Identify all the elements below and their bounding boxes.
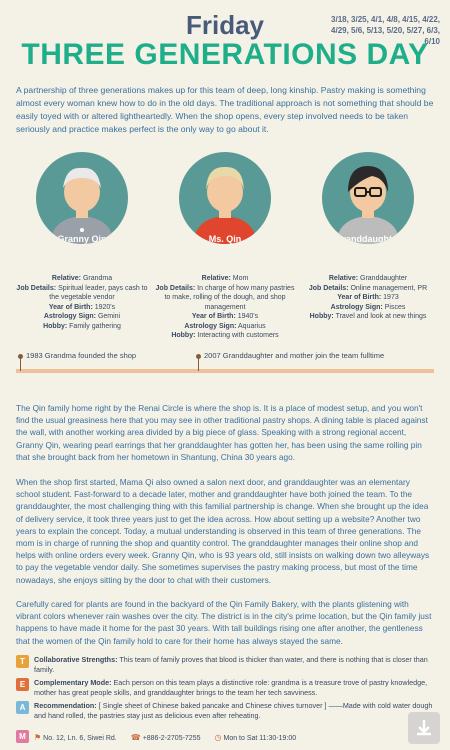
person-name: Ms. Qin (208, 234, 242, 244)
person-name: Granddaughter (335, 234, 401, 244)
header (0, 0, 450, 80)
timeline-stem (198, 357, 199, 371)
page-title: THREE GENERATIONS DAY (21, 38, 429, 71)
letter-badge: E (16, 678, 29, 691)
footer-info (19, 732, 434, 742)
avatar-mom (179, 152, 271, 244)
date-list: 3/18, 3/25, 4/1, 4/8, 4/15, 4/22, 4/29, 5/6, 5/13, 5/20, 5/27, 6/3, 6/10 (331, 15, 440, 46)
map-pin-icon: ⚑ (34, 733, 42, 742)
avatar-granddaughter (322, 152, 414, 244)
person-info: Relative: Granddaughter Job Details: Online management, PR Year of Birth: 1973 Astrology Sign: Pisces Hobby: Travel and look at new things (308, 275, 428, 320)
phone-icon: ☎ (130, 733, 141, 742)
hours: ◷ Mon to Sat 11:30-19:00 (214, 733, 297, 742)
person-info: Relative: Mom Job Details: In charge of how many pastries to make, rolling of the dough, and shop management Year of Birth: 1940's Astrology Sign: Aquarius Hobby: Interacting with customers (155, 275, 295, 339)
granny-icon (36, 152, 128, 244)
avatar-granny (36, 152, 128, 244)
notes-section (16, 655, 434, 724)
address: ⚑ No. 12, Ln. 6, Siwei Rd. (34, 733, 117, 742)
timeline (16, 351, 434, 375)
person-card-mom (155, 152, 295, 341)
mom-icon (179, 152, 271, 244)
note-collaborative: T Collaborative Strengths: This team of family proves that blood is thicker than water, and there is nothing that is closer than family. (16, 655, 434, 674)
story-paragraph-2: When the shop first started, Mama Qi also owned a salon next door, and granddaughter was an elementary school student. Fast-forward to a decade later, mother and granddaughter have both joined the team. To the granddaughter, the most challenging thing with this familial partnership is change. When she brought up the idea of delivery service, it took three years just to get the idea across. How about setting up a website? Another two years to explain the concept. Today, a mutual understanding is observed in this team of three generations. The mom is in charge of running the shop and quantity control. The granddaughter manages their online shop and helps with online orders every week. Granny Qin, who is 93 years old, still insists on walking down two alleyways to pay the vegetable vendor daily. She sometimes supervises the pastry making process, but most of the time nowadays, she enjoys sitting by the door to chat with their customers. (16, 477, 430, 585)
story-paragraph-1: The Qin family home right by the Renai Circle is where the shop is. It is a place of modest setup, and you won't find the usual greasiness here that you may see in other traditional pastry shops. A dining table is placed against the wall, with another working area divided by a big piece of glass. Speaking with a strong regional accent, Granny Qin, wearing pearl earrings that her granddaughter has gotten her, has been using the same rolling pin that she brought back from her hometown in Shantung, China 30 years ago. (16, 403, 428, 462)
person-card-granny (12, 152, 152, 331)
person-card-granddaughter (298, 152, 438, 322)
timeline-event-1983: 1983 Grandma founded the shop (26, 351, 137, 360)
clock-icon: ◷ (214, 733, 222, 742)
note-complementary: E Complementary Mode: Each person on this team plays a distinctive role: grandma is a treasure trove of pastry knowledge, mother has great people skills, and granddaughter brings to the team her tech savviness. (16, 678, 434, 697)
timeline-event-2007: 2007 Granddaughter and mother join the team fulltime (204, 351, 385, 360)
person-name: Granny Qin (57, 234, 107, 244)
story-paragraph-3: Carefully cared for plants are found in the backyard of the Qin Family Bakery, with the plants glistening with vibrant colors whenever rain washes over the city. The district is in the city's prime location, but the Qin family just happens to have made it home for the past 30 years. With tall buildings rising one after another, the gentleness that the women of the Qin family hold to care for their home has always stayed the same. (16, 599, 432, 646)
day-heading: Friday (185, 10, 265, 40)
download-button[interactable] (408, 712, 440, 744)
person-info: Relative: Grandma Job Details: Spiritual leader, pays cash to the vegetable vendor Year of Birth: 1920's Astrology Sign: Gemini Hobby: Family gathering (16, 275, 148, 330)
letter-badge: T (16, 655, 29, 668)
granddaughter-icon (322, 152, 414, 244)
phone[interactable]: ☎ +886-2-2705-7255 (130, 733, 201, 742)
letter-badge: A (16, 701, 29, 714)
note-recommendation: A Recommendation: [ Single sheet of Chinese baked pancake and Chinese chives turnover ] ——Made with cold water dough and hand rolled, the pastries stay just as delicious even after reheating. (16, 701, 434, 720)
download-icon (414, 718, 434, 738)
map-marker-badge: M (16, 730, 29, 743)
timeline-bar (16, 369, 434, 373)
timeline-stem (20, 357, 21, 371)
intro-paragraph: A partnership of three generations makes up for this team of deep, long kinship. Pastry making is something almost every woman knew how to do in the old days. The traditional approach is not something that should be easily toyed with or altered lightheartedly. When the shop opens, every step involved needs to be taken seriously and practice makes perfect is the only way to go about it. (16, 85, 434, 134)
